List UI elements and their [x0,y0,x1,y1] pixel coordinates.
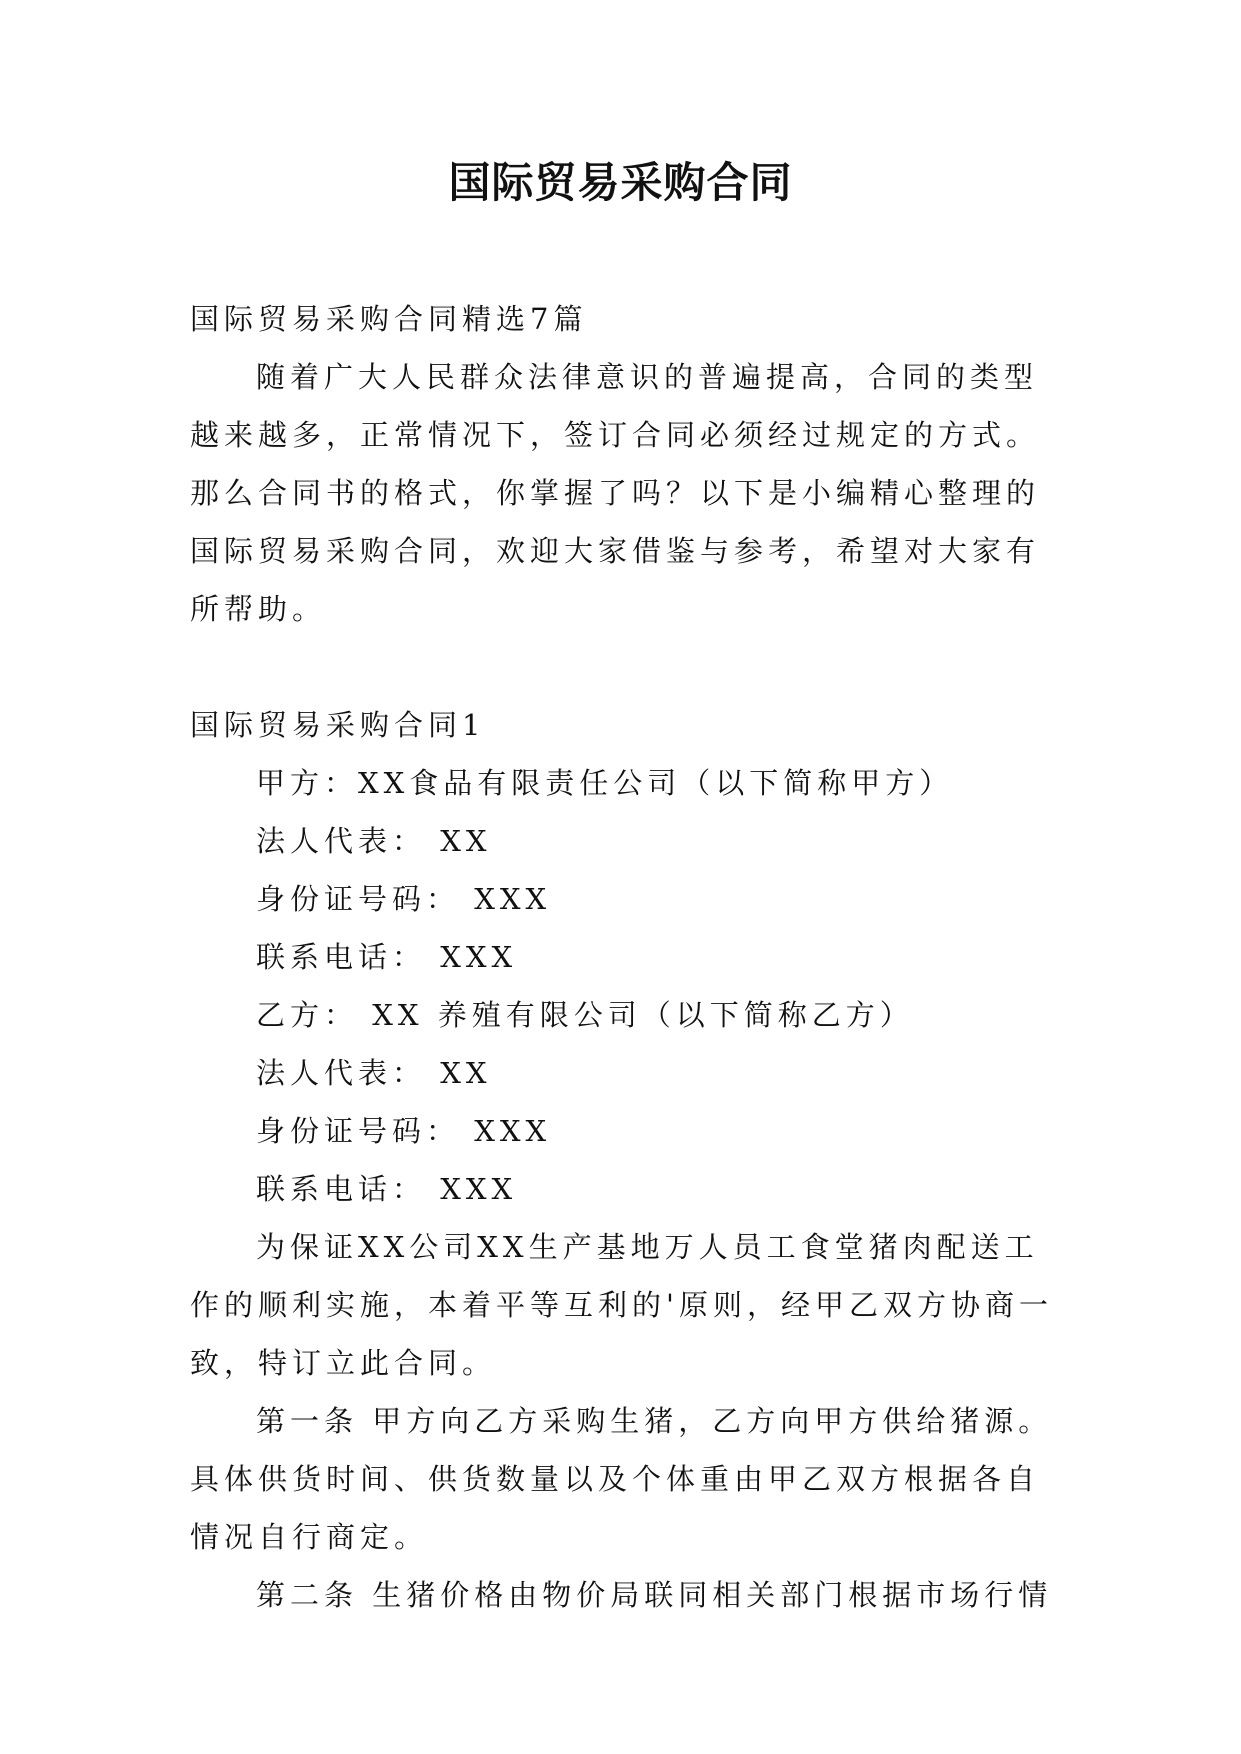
party-a-phone: 联系电话： XXX [256,940,518,974]
party-a-id-number: 身份证号码： XXX [256,882,552,916]
party-a-legal-rep: 法人代表： XX [256,824,492,858]
section-heading: 国际贸易采购合同1 [190,708,486,742]
purpose-paragraph: 为保证XX公司XX生产基地万人员工食堂猪肉配送工作的顺利实施，本着平等互利的'原则，经甲乙双方协商一致，特订立此合同。 [190,1230,1053,1380]
party-a: 甲方：XX食品有限责任公司（以下简称甲方） [256,766,954,800]
article-1: 第一条 甲方向乙方采购生猪，乙方向甲方供给猪源。具体供货时间、供货数量以及个体重由甲乙双方根据各自情况自行商定。 [190,1404,1053,1554]
party-b-id-number: 身份证号码： XXX [256,1114,552,1148]
intro-paragraph: 随着广大人民群众法律意识的普遍提高，合同的类型越来越多，正常情况下，签订合同必须经过规定的方式。那么合同书的格式，你掌握了吗？以下是小编精心整理的国际贸易采购合同，欢迎大家借鉴与参考，希望对大家有所帮助。 [190,360,1041,626]
party-b-phone: 联系电话： XXX [256,1172,518,1206]
party-b: 乙方： XX 养殖有限公司（以下简称乙方） [256,998,914,1032]
article-2: 第二条 生猪价格由物价局联同相关部门根据市场行情 [256,1578,1053,1612]
subtitle: 国际贸易采购合同精选7篇 [190,302,588,336]
document-body [190,290,1060,1624]
party-b-legal-rep: 法人代表： XX [256,1056,492,1090]
document-title: 国际贸易采购合同 [448,158,793,207]
